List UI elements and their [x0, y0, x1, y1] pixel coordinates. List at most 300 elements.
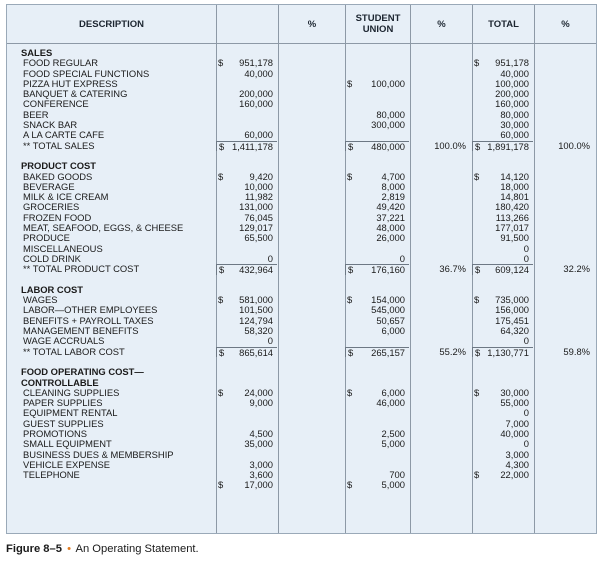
dollar-sign: $ [347, 170, 353, 182]
cell-value: 65,500 [244, 232, 273, 244]
cell-value: 0 [523, 407, 529, 419]
amount-cell [216, 110, 277, 120]
total-pct-cell [535, 326, 596, 336]
line-item-label: A LA CARTE CAFE [23, 129, 105, 141]
student-union-pct-cell [411, 316, 472, 326]
student-union-pct-column [411, 48, 472, 491]
total-pct-cell [535, 408, 596, 418]
student-union-pct-cell [411, 439, 472, 449]
total-pct-cell [535, 233, 596, 243]
dollar-sign: $ [219, 140, 225, 152]
total-cell [472, 480, 533, 490]
cell-value: 180,420 [495, 201, 529, 213]
cell-value: 865,614 [239, 346, 273, 358]
student-union-pct-cell [411, 305, 472, 315]
cell-value: 581,000 [239, 294, 273, 306]
cell-value: 11,982 [245, 191, 273, 203]
total-pct-cell [535, 223, 596, 233]
cell-value: 545,000 [371, 304, 405, 316]
amount-cell [216, 367, 277, 377]
student-union-pct-cell [411, 429, 472, 439]
section-heading: CONTROLLABLE [21, 376, 99, 388]
line-item-label: ** TOTAL PRODUCT COST [23, 263, 140, 275]
cell-value: 58,320 [244, 325, 273, 337]
total-cell [472, 275, 533, 285]
caption-text: An Operating Statement. [75, 543, 199, 555]
student-union-pct-cell [411, 378, 472, 388]
cell-value: 609,124 [495, 264, 529, 276]
line-item-label [21, 480, 213, 490]
student-union-pct-cell [411, 326, 472, 336]
student-union-pct-cell [411, 89, 472, 99]
cell-value: 80,000 [376, 108, 405, 120]
total-pct-cell [535, 480, 596, 490]
total-pct-cell [535, 172, 596, 182]
cell-value: 113,266 [495, 211, 529, 223]
cell-value: 5,000 [381, 438, 405, 450]
amount-cell [216, 336, 277, 346]
student-union-pct-cell [411, 202, 472, 212]
student-union-pct-cell [411, 223, 472, 233]
dollar-sign: $ [474, 57, 480, 69]
student-union-pct-cell [411, 367, 472, 377]
cell-value: 0 [399, 252, 405, 264]
dollar-sign: $ [348, 346, 354, 358]
cell-value: 64,320 [500, 325, 529, 337]
line-item-label: MILK & ICE CREAM [23, 191, 109, 203]
student-union-cell [345, 141, 409, 151]
student-union-cell [345, 233, 409, 243]
student-union-pct-cell: 100.0% [434, 139, 466, 151]
dollar-sign: $ [218, 57, 224, 69]
cell-value: 40,000 [500, 67, 529, 79]
student-union-pct-cell [411, 460, 472, 470]
student-union-pct-cell [411, 450, 472, 460]
cell-value: 735,000 [495, 294, 529, 306]
cell-value: 30,000 [500, 386, 529, 398]
cell-value: 37,221 [376, 211, 405, 223]
line-item-label: MISCELLANEOUS [23, 242, 103, 254]
cell-value: 3,000 [249, 458, 273, 470]
section-heading: PRODUCT COST [21, 160, 96, 172]
total-pct-cell [535, 79, 596, 89]
student-union-cell [345, 336, 409, 346]
student-union-pct-cell [411, 419, 472, 429]
amount-cell [216, 130, 277, 140]
cell-value: 7,000 [505, 417, 529, 429]
student-union-pct-cell [411, 275, 472, 285]
amount-cell [216, 141, 277, 151]
cell-value: 49,420 [376, 201, 405, 213]
student-union-pct-cell [411, 192, 472, 202]
line-item-label: FOOD REGULAR [23, 57, 99, 69]
cell-value: 26,000 [376, 232, 405, 244]
amount-cell [216, 99, 277, 109]
line-item-label: SNACK BAR [23, 119, 78, 131]
line-item-label: PRODUCE [23, 232, 70, 244]
cell-value: 24,000 [244, 386, 273, 398]
student-union-pct-cell [411, 79, 472, 89]
cell-value: 0 [523, 438, 529, 450]
line-item-label: PAPER SUPPLIES [23, 397, 103, 409]
cell-value: 1,130,771 [487, 346, 529, 358]
total-pct-cell [535, 58, 596, 68]
amount-cell [216, 480, 277, 490]
dollar-sign: $ [347, 386, 353, 398]
cell-value: 200,000 [239, 88, 273, 100]
student-union-pct-cell [411, 244, 472, 254]
student-union-cell [345, 130, 409, 140]
total-pct-cell [535, 316, 596, 326]
total-pct-cell [535, 192, 596, 202]
line-item-label: BAKED GOODS [23, 170, 93, 182]
line-item-label: BENEFITS + PAYROLL TAXES [23, 314, 154, 326]
total-cell [472, 347, 533, 357]
student-union-cell [345, 264, 409, 274]
total-pct-cell [535, 275, 596, 285]
dollar-sign: $ [218, 294, 224, 306]
student-union-pct-cell [411, 182, 472, 192]
total-pct-cell [535, 470, 596, 480]
cell-value: 1,891,178 [487, 140, 529, 152]
cell-value: 80,000 [500, 108, 529, 120]
total-cell [472, 254, 533, 264]
line-item-label: MEAT, SEAFOOD, EGGS, & CHEESE [23, 222, 184, 234]
cell-value: 48,000 [376, 222, 405, 234]
cell-value: 91,500 [500, 232, 529, 244]
cell-value: 432,964 [239, 264, 273, 276]
line-item-label: FOOD SPECIAL FUNCTIONS [23, 67, 150, 79]
total-pct-cell [535, 110, 596, 120]
cell-value: 265,157 [371, 346, 405, 358]
cell-value: 480,000 [371, 140, 405, 152]
total-pct-cell [535, 120, 596, 130]
cell-value: 60,000 [500, 129, 529, 141]
dollar-sign: $ [474, 386, 480, 398]
total-pct-cell [535, 460, 596, 470]
header-description: DESCRIPTION [79, 18, 144, 30]
total-pct-cell [535, 429, 596, 439]
cell-value: 2,500 [381, 427, 405, 439]
dollar-sign: $ [475, 140, 481, 152]
total-pct-cell [535, 378, 596, 388]
amount-cell [216, 254, 277, 264]
cell-value: 3,000 [505, 448, 529, 460]
student-union-cell [345, 254, 409, 264]
total-cell [472, 470, 533, 480]
dollar-sign: $ [218, 170, 224, 182]
total-pct-column [535, 48, 596, 491]
total-pct-cell [535, 398, 596, 408]
cell-value: 60,000 [244, 129, 273, 141]
cell-value: 8,000 [381, 180, 405, 192]
cell-value: 2,819 [381, 191, 405, 203]
cell-value: 1,411,178 [231, 140, 273, 152]
cell-value: 131,000 [239, 201, 273, 213]
total-pct-cell [535, 305, 596, 315]
cell-value: 14,120 [500, 170, 529, 182]
total-cell [472, 264, 533, 274]
total-cell [472, 336, 533, 346]
caption-figure-number: Figure 8–5 [6, 543, 62, 555]
cell-value: 160,000 [495, 98, 529, 110]
student-union-pct-cell [411, 480, 472, 490]
cell-value: 124,794 [239, 314, 273, 326]
student-union-pct-cell [411, 48, 472, 58]
student-union-cell [345, 357, 409, 367]
line-item-label: EQUIPMENT RENTAL [23, 407, 118, 419]
total-pct-cell [535, 367, 596, 377]
cell-value: 175,451 [495, 314, 529, 326]
amount-cell [216, 439, 277, 449]
dollar-sign: $ [348, 264, 354, 276]
dollar-sign: $ [219, 264, 225, 276]
total-cell [472, 367, 533, 377]
cell-value: 100,000 [371, 77, 405, 89]
amount-cell [216, 347, 277, 357]
total-pct-cell: 100.0% [558, 139, 590, 151]
student-union-column [345, 48, 409, 491]
cell-value: 101,500 [239, 304, 273, 316]
student-union-pct-cell [411, 295, 472, 305]
student-union-pct-cell [411, 110, 472, 120]
amount-cell [216, 264, 277, 274]
line-item-label: GROCERIES [23, 201, 80, 213]
column-divider [278, 5, 279, 533]
cell-value: 6,000 [381, 386, 405, 398]
cell-value: 76,045 [244, 211, 273, 223]
amount-cell [216, 233, 277, 243]
student-union-cell [345, 151, 409, 161]
dollar-sign: $ [218, 386, 224, 398]
total-pct-cell: 32.2% [563, 263, 590, 275]
student-union-cell [345, 367, 409, 377]
dollar-sign: $ [348, 140, 354, 152]
dollar-sign: $ [474, 294, 480, 306]
cell-value: 40,000 [500, 427, 529, 439]
cell-value: 4,500 [249, 427, 273, 439]
cell-value: 5,000 [381, 479, 405, 491]
total-cell [472, 141, 533, 151]
total-pct-cell: 59.8% [563, 345, 590, 357]
header-pct-3: % [561, 18, 570, 30]
total-column [472, 48, 533, 491]
dollar-sign: $ [347, 77, 353, 89]
total-pct-cell [535, 182, 596, 192]
student-union-pct-cell [411, 120, 472, 130]
line-item-label: BUSINESS DUES & MEMBERSHIP [23, 448, 174, 460]
cell-value: 40,000 [244, 67, 273, 79]
student-union-cell [345, 58, 409, 68]
cell-value: 300,000 [371, 119, 405, 131]
student-union-cell [345, 439, 409, 449]
student-union-cell [345, 347, 409, 357]
total-pct-cell [535, 69, 596, 79]
total-pct-cell [535, 161, 596, 171]
header-pct-1: % [307, 18, 317, 30]
line-item-label: WAGES [23, 294, 58, 306]
total-pct-cell [535, 244, 596, 254]
total-pct-cell [535, 99, 596, 109]
student-union-cell [345, 89, 409, 99]
student-union-cell [345, 326, 409, 336]
line-item-label: SMALL EQUIPMENT [23, 438, 112, 450]
student-union-pct-cell [411, 99, 472, 109]
dollar-sign: $ [475, 264, 481, 276]
student-union-pct-cell [411, 213, 472, 223]
cell-value: 4,700 [381, 170, 405, 182]
cell-value: 156,000 [495, 304, 529, 316]
figure-caption [6, 543, 199, 555]
cell-value: 176,160 [371, 264, 405, 276]
total-pct-cell [535, 439, 596, 449]
cell-value: 200,000 [495, 88, 529, 100]
cell-value: 154,000 [371, 294, 405, 306]
total-pct-cell [535, 89, 596, 99]
header-pct-2: % [437, 18, 446, 30]
total-pct-cell [535, 285, 596, 295]
cell-value: 0 [267, 252, 273, 264]
amount-cell [216, 151, 277, 161]
line-item-label: BEVERAGE [23, 180, 75, 192]
total-cell [472, 357, 533, 367]
student-union-pct-cell: 55.2% [439, 345, 466, 357]
cell-value: 22,000 [500, 469, 529, 481]
student-union-pct-cell [411, 408, 472, 418]
student-union-cell [345, 480, 409, 490]
amount-cell [216, 398, 277, 408]
student-union-cell [345, 48, 409, 58]
cell-value: 100,000 [495, 77, 529, 89]
line-item-label: WAGE ACCRUALS [23, 335, 105, 347]
total-pct-cell [535, 357, 596, 367]
total-pct-cell [535, 213, 596, 223]
dollar-sign: $ [474, 170, 480, 182]
total-pct-cell [535, 450, 596, 460]
cell-value: 700 [389, 469, 405, 481]
section-heading: LABOR COST [21, 283, 83, 295]
student-union-cell [345, 120, 409, 130]
student-union-pct-cell [411, 161, 472, 171]
line-item-label: FROZEN FOOD [23, 211, 92, 223]
total-pct-cell [535, 202, 596, 212]
line-item-label: ** TOTAL LABOR COST [23, 345, 125, 357]
caption-separator: • [67, 543, 71, 555]
student-union-pct-cell [411, 151, 472, 161]
cell-value: 0 [523, 252, 529, 264]
cell-value: 129,017 [239, 222, 273, 234]
section-heading: FOOD OPERATING COST— [21, 366, 144, 378]
cell-value: 177,017 [495, 222, 529, 234]
cell-value: 951,178 [495, 57, 529, 69]
cell-value: 0 [267, 335, 273, 347]
cell-value: 17,000 [244, 479, 273, 491]
amount-cell [216, 408, 277, 418]
dollar-sign: $ [474, 469, 480, 481]
student-union-pct-cell [411, 233, 472, 243]
cell-value: 951,178 [239, 57, 273, 69]
cell-value: 4,300 [505, 458, 529, 470]
cell-value: 0 [523, 335, 529, 347]
student-union-pct-cell [411, 69, 472, 79]
total-pct-cell [535, 419, 596, 429]
dollar-sign: $ [475, 346, 481, 358]
total-pct-cell [535, 295, 596, 305]
total-pct-cell [535, 151, 596, 161]
cell-value: 9,420 [249, 170, 273, 182]
cell-value: 46,000 [376, 397, 405, 409]
cell-value: 30,000 [500, 119, 529, 131]
cell-value: 55,000 [500, 397, 529, 409]
amount-cell [216, 275, 277, 285]
total-cell [472, 151, 533, 161]
cell-value: 10,000 [244, 180, 273, 192]
cell-value: 9,000 [249, 397, 273, 409]
line-item-label: PROMOTIONS [23, 427, 88, 439]
student-union-pct-cell [411, 285, 472, 295]
line-item-label: COLD DRINK [23, 252, 81, 264]
line-item-label: VEHICLE EXPENSE [23, 458, 111, 470]
dollar-sign: $ [347, 479, 353, 491]
student-union-cell [345, 79, 409, 89]
amount-cell [216, 69, 277, 79]
line-item-label: BEER [23, 108, 49, 120]
line-item-label: PIZZA HUT EXPRESS [23, 77, 118, 89]
cell-value: 18,000 [500, 180, 529, 192]
header-student-union: STUDENT UNION [355, 13, 401, 35]
cell-value: 50,657 [376, 314, 405, 326]
line-item-label: MANAGEMENT BENEFITS [23, 325, 139, 337]
line-item-label: LABOR—OTHER EMPLOYEES [23, 304, 158, 316]
cell-value: 0 [523, 242, 529, 254]
student-union-pct-cell [411, 470, 472, 480]
total-pct-cell [535, 48, 596, 58]
student-union-pct-cell [411, 357, 472, 367]
dollar-sign: $ [218, 479, 224, 491]
amount-column [216, 48, 277, 491]
description-column [21, 48, 213, 491]
student-union-pct-cell [411, 172, 472, 182]
student-union-cell [345, 408, 409, 418]
total-cell [472, 130, 533, 140]
line-item-label: GUEST SUPPLIES [23, 417, 104, 429]
cell-value: 35,000 [244, 438, 273, 450]
student-union-pct-cell: 36.7% [439, 263, 466, 275]
header-divider [7, 43, 596, 44]
line-item-label: CLEANING SUPPLIES [23, 386, 120, 398]
section-heading: SALES [21, 47, 53, 58]
total-pct-cell [535, 388, 596, 398]
student-union-pct-cell [411, 388, 472, 398]
line-item-label: ** TOTAL SALES [23, 139, 95, 151]
line-item-label: BANQUET & CATERING [23, 88, 128, 100]
cell-value: 160,000 [239, 98, 273, 110]
student-union-pct-cell [411, 398, 472, 408]
cell-value: 3,600 [249, 469, 273, 481]
student-union-cell [345, 398, 409, 408]
line-item-label: TELEPHONE [23, 469, 80, 481]
header-total: TOTAL [488, 18, 519, 30]
line-item-label: CONFERENCE [23, 98, 89, 110]
student-union-cell [345, 450, 409, 460]
operating-statement-table [6, 4, 597, 534]
student-union-pct-cell [411, 58, 472, 68]
cell-value: 6,000 [381, 325, 405, 337]
cell-value: 14,801 [500, 191, 529, 203]
dollar-sign: $ [347, 294, 353, 306]
dollar-sign: $ [219, 346, 225, 358]
amount-cell [216, 357, 277, 367]
